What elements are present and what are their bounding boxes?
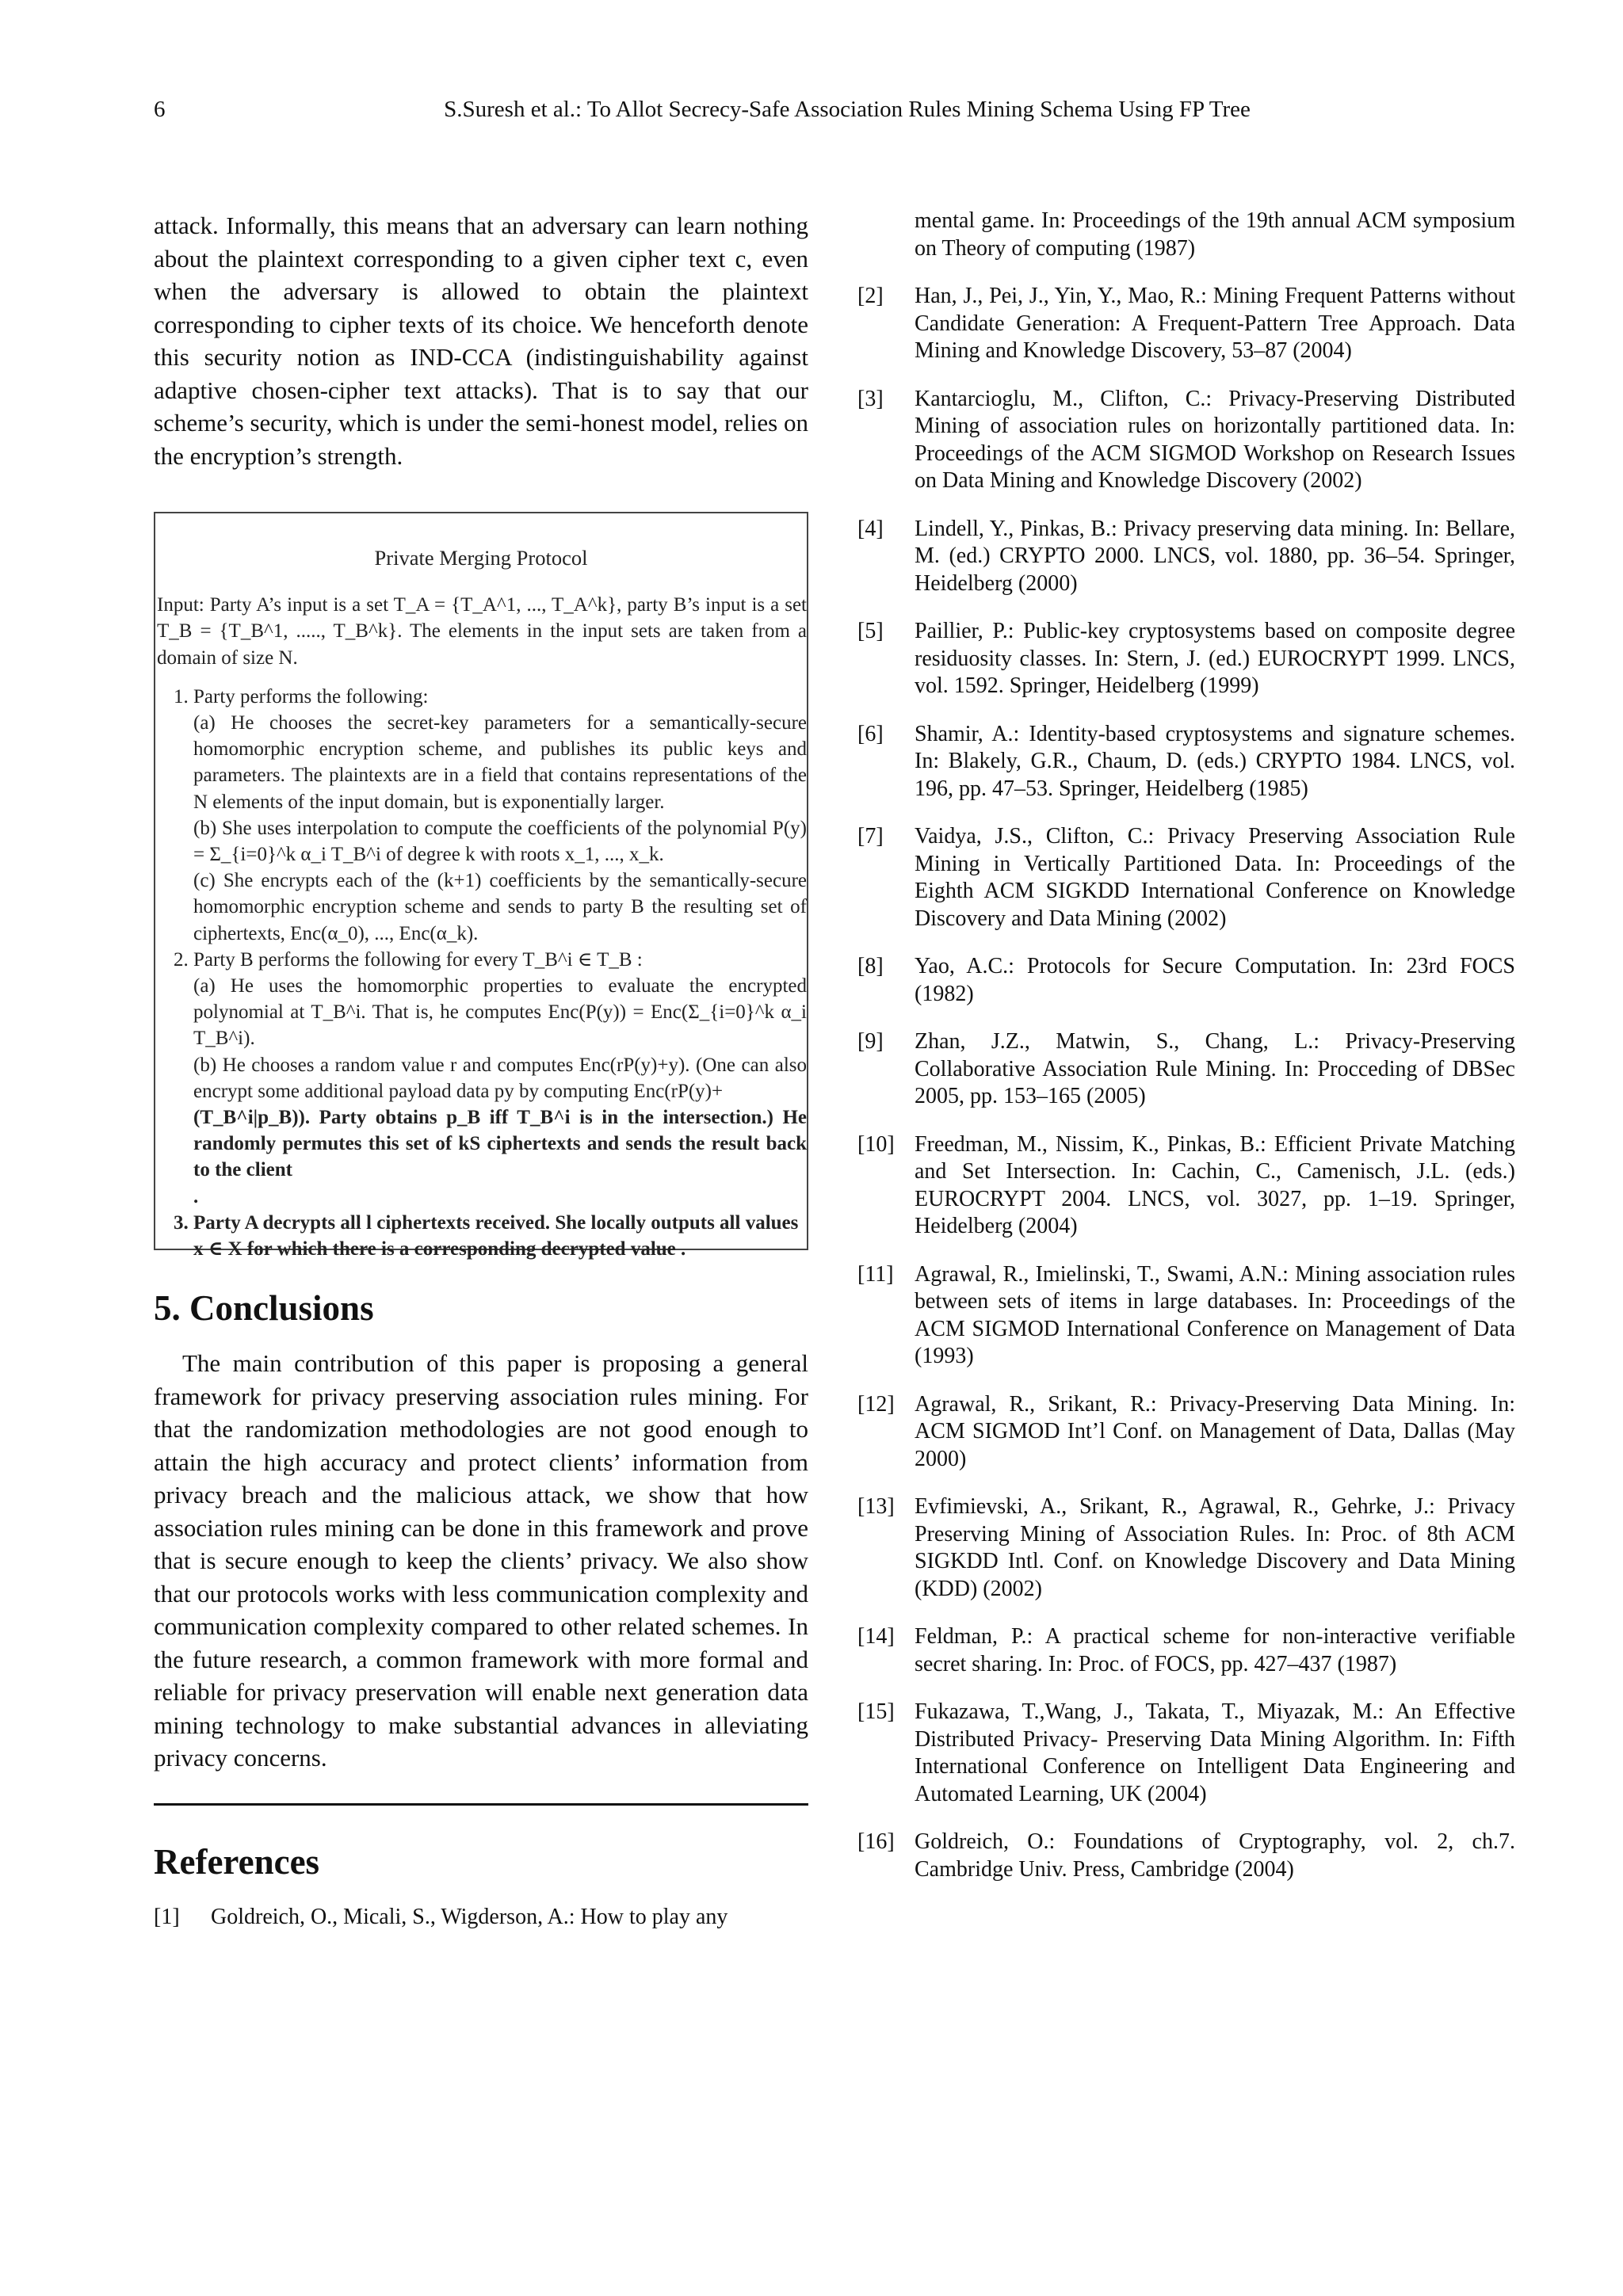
reference-number: [8] xyxy=(857,954,884,978)
reference-13 xyxy=(857,1493,1515,1603)
step1-c: (c) She encrypts each of the (k+1) coefficients by the semantically-secure homomorphic encryption scheme and sends to party B the resulting set of ciphertexts, Enc(α_0), ..., Enc(α_k). xyxy=(193,870,807,944)
right-column xyxy=(857,208,1515,1904)
reference-text: mental game. In: Proceedings of the 19th annual ACM symposium on Theory of computing (1987) xyxy=(915,208,1515,261)
reference-4 xyxy=(857,516,1515,598)
reference-1 xyxy=(154,1904,808,1932)
reference-3 xyxy=(857,386,1515,495)
step2-b1: (b) He chooses a random value r and computes Enc(rP(y)+y). (One can also encrypt some additional payload data py by computing Enc(rP(y)+ xyxy=(193,1054,807,1102)
reference-6 xyxy=(857,721,1515,803)
step2-a: (a) He uses the homomorphic properties to evaluate the encrypted polynomial at T_B^i. That is, he computes Enc(P(y)) = Enc(Σ_{i=0}^k α_i T_B^i). xyxy=(193,975,807,1050)
reference-12 xyxy=(857,1391,1515,1474)
reference-7 xyxy=(857,823,1515,933)
reference-text: Agrawal, R., Imielinski, T., Swami, A.N.: Mining association rules between sets of items in large databases. In: Proceedings of the ACM SIGMOD International Conference on Management of Data (1993) xyxy=(915,1261,1515,1368)
step2-dot: . xyxy=(193,1185,199,1207)
protocol-step-2 xyxy=(193,947,807,1210)
reference-number: [6] xyxy=(857,721,884,746)
step1-title: 1. Party performs the following: xyxy=(193,685,429,707)
protocol-title: Private Merging Protocol xyxy=(374,546,588,570)
reference-text: Freedman, M., Nissim, K., Pinkas, B.: Efficient Private Matching and Set Intersection. In: Cachin, C., Camenisch, J.L. (eds.) EUROCRYPT 2004. LNCS, vol. 3027, pp. 1–19. Springer, Heidelberg (2004) xyxy=(915,1131,1515,1238)
left-column xyxy=(154,209,808,1951)
reference-9 xyxy=(857,1028,1515,1111)
intro-paragraph: attack. Informally, this means that an adversary can learn nothing about the plaintext corresponding to a given cipher text c, even when the adversary is allowed to obtain the plaintext corresponding to cipher texts of its choice. We henceforth denote this security notion as IND-CCA (indistinguishability against adaptive chosen-cipher text attacks). That is to say that our scheme’s security, which is under the semi-honest model, relies on the encryption’s strength. xyxy=(154,212,808,470)
reference-number: [14] xyxy=(857,1624,895,1649)
reference-number: [11] xyxy=(857,1261,894,1287)
reference-2 xyxy=(857,283,1515,365)
reference-list xyxy=(857,283,1515,1883)
step2-title: 2. Party B performs the following for every T_B^i ∈ T_B : xyxy=(193,948,643,971)
reference-1-continued xyxy=(857,208,1515,262)
reference-number: [3] xyxy=(857,386,884,411)
protocol-box xyxy=(154,512,808,1261)
reference-8 xyxy=(857,953,1515,1008)
reference-text: Goldreich, O., Micali, S., Wigderson, A.: How to play any xyxy=(211,1904,728,1929)
reference-text: Zhan, J.Z., Matwin, S., Chang, L.: Privacy-Preserving Collaborative Association Rule Mining. In: Procceding of DBSec 2005, pp. 153–165 (2005) xyxy=(915,1029,1515,1108)
reference-14 xyxy=(857,1623,1515,1678)
reference-text: Yao, A.C.: Protocols for Secure Computation. In: 23rd FOCS (1982) xyxy=(915,954,1515,1006)
references-heading: References xyxy=(154,1841,320,1882)
reference-number: [10] xyxy=(857,1131,895,1157)
conclusions-heading: 5. Conclusions xyxy=(154,1288,374,1328)
running-title: S.Suresh et al.: To Allot Secrecy-Safe Association Rules Mining Schema Using FP Tree xyxy=(444,97,1251,122)
reference-11 xyxy=(857,1261,1515,1371)
protocol-step-3 xyxy=(193,1210,807,1262)
reference-number: [7] xyxy=(857,824,884,849)
reference-5 xyxy=(857,618,1515,700)
reference-number: [5] xyxy=(857,619,884,643)
reference-text: Paillier, P.: Public-key cryptosystems based on composite degree residuosity classes. In: Stern, J. (ed.) EUROCRYPT 1999. LNCS, vol. 1592. Springer, Heidelberg (1999) xyxy=(915,619,1515,698)
step1-a: (a) He chooses the secret-key parameters for a semantically-secure homomorphic encryption scheme, and publishes its public keys and parameters. The plaintexts are in a field that contains representations of the N elements of the input domain, but is exponentially larger. xyxy=(193,712,807,813)
step2-b2: (T_B^i|p_B)). Party obtains p_B iff T_B^i is in the intersection.) He randomly permutes this set of kS ciphertexts and sends the result back to the client xyxy=(193,1107,807,1181)
reference-10 xyxy=(857,1131,1515,1241)
reference-text: Agrawal, R., Srikant, R.: Privacy-Preserving Data Mining. In: ACM SIGMOD Int’l Conf. on Management of Data, Dallas (May 2000) xyxy=(915,1391,1515,1471)
reference-text: Shamir, A.: Identity-based cryptosystems and signature schemes. In: Blakely, G.R., Chaum, D. (eds.) CRYPTO 1984. LNCS, vol. 196, pp. 47–53. Springer, Heidelberg (1985) xyxy=(915,721,1515,801)
page-number: 6 xyxy=(154,97,166,122)
protocol-steps xyxy=(155,684,807,1262)
reference-number: [16] xyxy=(857,1829,895,1854)
reference-number: [1] xyxy=(154,1904,180,1929)
reference-16 xyxy=(857,1829,1515,1883)
reference-number: [15] xyxy=(857,1699,895,1724)
reference-text: Fukazawa, T.,Wang, J., Takata, T., Miyazak, M.: An Effective Distributed Privacy- Preserving Data Mining Algorithm. In: Fifth International Conference on Intelligent Data Engineering and Automated Learning, UK (2004) xyxy=(915,1699,1515,1806)
reference-15 xyxy=(857,1699,1515,1808)
reference-text: Kantarcioglu, M., Clifton, C.: Privacy-Preserving Distributed Mining of association rules on horizontally partitioned data. In: Proceedings of the ACM SIGMOD Workshop on Research Issues on Data Mining and Knowledge Discovery (2002) xyxy=(915,386,1515,493)
reference-number: [2] xyxy=(857,284,884,308)
running-header xyxy=(154,97,1509,128)
reference-number: [12] xyxy=(857,1391,895,1417)
reference-number: [13] xyxy=(857,1494,895,1519)
protocol-step-1 xyxy=(193,684,807,947)
section-divider xyxy=(154,1803,808,1806)
conclusions-paragraph: The main contribution of this paper is proposing a general framework for privacy preserving association rules mining. For that the randomization methodologies are not good enough to attain the high accuracy and protect clients’ information from privacy breach and the malicious attack, we show that how association rules mining can be done in this framework and prove that is secure enough to keep the clients’ privacy. We also show that our protocols works with less communication complexity and communication complexity compared to other related schemes. In the future research, a common framework with more formal and reliable for privacy preservation will enable next generation data mining technology to make substantial advances in alleviating privacy concerns. xyxy=(154,1349,808,1772)
reference-text: Goldreich, O.: Foundations of Cryptography, vol. 2, ch.7. Cambridge Univ. Press, Cambridge (2004) xyxy=(915,1829,1515,1882)
protocol-input: Input: Party A’s input is a set T_A = {T_A^1, ..., T_A^k}, party B’s input is a set T_B = {T_B^1, ....., T_B^k}. The elements in the input sets are taken from a domain of size N. xyxy=(157,594,807,669)
reference-text: Evfimievski, A., Srikant, R., Agrawal, R., Gehrke, J.: Privacy Preserving Mining of Association Rules. In: Proc. of 8th ACM SIGKDD Intl. Conf. on Knowledge Discovery and Data Mining (KDD) (2002) xyxy=(915,1494,1515,1601)
step1-b: (b) She uses interpolation to compute the coefficients of the polynomial P(y) = Σ_{i=0}^k α_i T_B^i of degree k with roots x_1, ..., x_k. xyxy=(193,817,807,866)
reference-text: Feldman, P.: A practical scheme for non-interactive verifiable secret sharing. In: Proc. of FOCS, pp. 427–437 (1987) xyxy=(915,1624,1515,1676)
reference-text: Lindell, Y., Pinkas, B.: Privacy preserving data mining. In: Bellare, M. (ed.) CRYPTO 2000. LNCS, vol. 1880, pp. 36–54. Springer, Heidelberg (2000) xyxy=(915,516,1515,596)
reference-number: [4] xyxy=(857,516,884,541)
reference-text: Vaidya, J.S., Clifton, C.: Privacy Preserving Association Rule Mining in Vertically Partitioned Data. In: Proceedings of the Eighth ACM SIGKDD International Conference on Knowledge Discovery and Data Mining (2002) xyxy=(915,824,1515,931)
step3-text: 3. Party A decrypts all l ciphertexts received. She locally outputs all values x ∈ X for which there is a corresponding decrypted value . xyxy=(193,1211,799,1261)
reference-text: Han, J., Pei, J., Yin, Y., Mao, R.: Mining Frequent Patterns without Candidate Generation: A Frequent-Pattern Tree Approach. Data Mining and Knowledge Discovery, 53–87 (2004) xyxy=(915,284,1515,363)
reference-number: [9] xyxy=(857,1029,884,1054)
